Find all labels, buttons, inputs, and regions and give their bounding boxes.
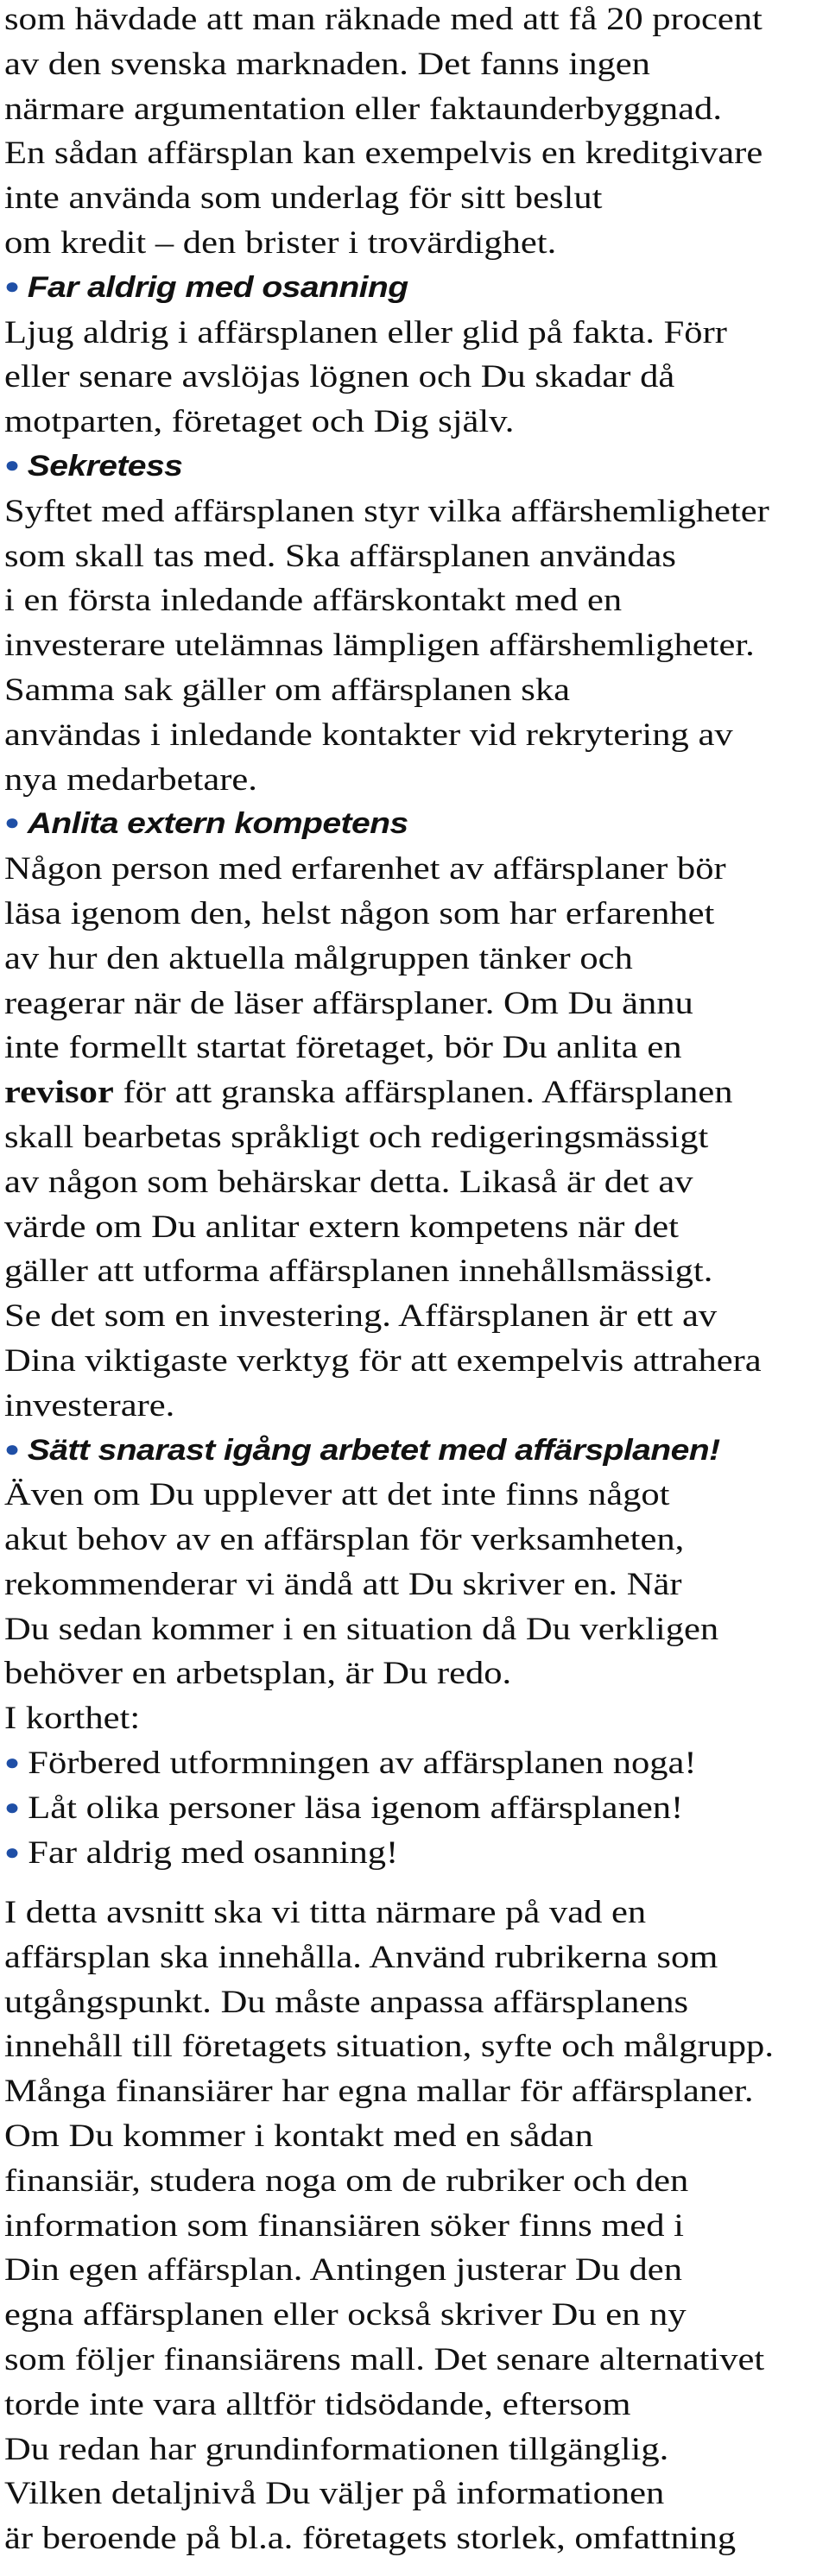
bullet-list-item	[4, 1786, 829, 1831]
text-line: läsa igenom den, helst någon som har erfarenhet	[4, 895, 715, 931]
text-line: Syftet med affärsplanen styr vilka affärshemligheter	[4, 493, 769, 529]
text-line: affärsplan ska innehålla. Använd rubrikerna som	[4, 1939, 718, 1975]
text-line: inte använda som underlag för sitt beslut	[4, 180, 603, 217]
text-line: om kredit – den brister i trovärdighet.	[4, 224, 557, 261]
text-line: behöver en arbetsplan, är Du redo.	[4, 1656, 512, 1692]
text-line: Du redan har grundinformationen tillgänglig.	[4, 2431, 669, 2467]
bullet-text: Låt olika personer läsa igenom affärsplanen!	[28, 1790, 684, 1826]
section-heading	[4, 266, 829, 311]
bullet-icon: ●	[4, 809, 20, 836]
paragraph	[4, 847, 829, 1428]
text-line: Se det som en investering. Affärsplanen är ett av	[4, 1298, 718, 1335]
text-line: användas i inledande kontakter vid rekrytering av	[4, 717, 733, 753]
heading-text: Sätt snarast igång arbetet med affärsplanen!	[27, 1433, 720, 1467]
bullet-icon: ●	[4, 1749, 21, 1776]
document-section-contents-intro	[4, 1891, 829, 2561]
text-line: En sådan affärsplan kan exempelvis en kreditgivare	[4, 136, 763, 172]
bold-term: revisor	[4, 1075, 114, 1111]
paragraph	[4, 1473, 829, 1741]
paragraph	[4, 1891, 829, 2561]
text-line: Vilken detaljnivå Du väljer på informationen	[4, 2476, 665, 2512]
paragraph	[4, 489, 829, 803]
text-line: eller senare avslöjas lögnen och Du skadar då	[4, 359, 675, 395]
text-line: egna affärsplanen eller också skriver Du en ny	[4, 2297, 687, 2333]
text-line: akut behov av en affärsplan för verksamheten,	[4, 1522, 685, 1558]
text-line: Dina viktigaste verktyg för att exempelvis attrahera	[4, 1342, 762, 1379]
heading-text: Anlita extern kompetens	[27, 807, 408, 841]
text-line: nya medarbetare.	[4, 761, 257, 798]
bullet-icon: ●	[4, 1793, 21, 1820]
text-line: investerare.	[4, 1387, 175, 1424]
text-line: av någon som behärskar detta. Likaså är det av	[4, 1164, 693, 1200]
text-line: är beroende på bl.a. företagets storlek, omfattning	[4, 2521, 737, 2557]
text-line: innehåll till företagets situation, syfte och målgrupp.	[4, 2029, 774, 2065]
text-line: torde inte vara alltför tidsödande, eftersom	[4, 2386, 631, 2422]
text-line: Även om Du upplever att det inte finns något	[4, 1477, 670, 1513]
document-section-guidelines	[4, 0, 829, 1875]
bullet-icon: ●	[4, 1435, 20, 1462]
text-line: av hur den aktuella målgruppen tänker och	[4, 940, 633, 976]
section-heading	[4, 445, 829, 489]
text-line: Många finansiärer har egna mallar för affärsplaner.	[4, 2074, 754, 2110]
text-line: som skall tas med. Ska affärsplanen användas	[4, 538, 676, 574]
heading-text: Sekretess	[27, 449, 183, 483]
text-line: Samma sak gäller om affärsplanen ska	[4, 672, 570, 708]
text-line: värde om Du anlitar extern kompetens när det	[4, 1209, 679, 1245]
text-line: gäller att utforma affärsplanen innehållsmässigt.	[4, 1253, 713, 1290]
text-segment: för att granska affärsplanen. Affärsplanen	[113, 1075, 733, 1111]
paragraph	[4, 311, 829, 445]
bullet-icon: ●	[4, 451, 20, 477]
heading-text: Far aldrig med osanning	[27, 270, 408, 304]
bullet-icon: ●	[4, 272, 20, 299]
text-line: Din egen affärsplan. Antingen justerar Du den	[4, 2252, 682, 2289]
bullet-text: Far aldrig med osanning!	[28, 1834, 399, 1871]
text-line: information som finansiären söker finns med i	[4, 2207, 685, 2244]
text-line: av den svenska marknaden. Det fanns ingen	[4, 46, 650, 82]
paragraph	[4, 0, 829, 266]
bullet-icon: ●	[4, 1838, 21, 1865]
text-line: inte formellt startat företaget, bör Du anlita en	[4, 1030, 682, 1066]
text-line: som hävdade att man räknade med att få 20 procent	[4, 2, 763, 37]
text-line: finansiär, studera noga om de rubriker och den	[4, 2162, 689, 2199]
bullet-text: Förbered utformningen av affärsplanen noga!	[28, 1746, 697, 1782]
text-line: Om Du kommer i kontakt med en sådan	[4, 2118, 593, 2154]
text-line: Ljug aldrig i affärsplanen eller glid på fakta. Förr	[4, 314, 727, 350]
text-line: utgångspunkt. Du måste anpassa affärsplanens	[4, 1984, 689, 2020]
text-line: I detta avsnitt ska vi titta närmare på vad en	[4, 1895, 647, 1930]
text-line: motparten, företaget och Dig själv.	[4, 404, 515, 440]
text-line: rekommenderar vi ändå att Du skriver en. När	[4, 1566, 682, 1602]
text-line: Du sedan kommer i en situation då Du verkligen	[4, 1611, 719, 1647]
text-line: närmare argumentation eller faktaunderbyggnad.	[4, 91, 722, 127]
text-line: investerare utelämnas lämpligen affärshemligheter.	[4, 628, 755, 664]
text-line: som följer finansiärens mall. Det senare alternativet	[4, 2341, 765, 2377]
text-line: i en första inledande affärskontakt med en	[4, 583, 623, 619]
text-line: skall bearbetas språkligt och redigeringsmässigt	[4, 1119, 709, 1155]
bullet-list-item	[4, 1831, 829, 1876]
text-line: I korthet:	[4, 1701, 141, 1737]
bullet-list-item	[4, 1741, 829, 1786]
text-line: reagerar när de läser affärsplaner. Om Du ännu	[4, 985, 693, 1021]
section-heading	[4, 802, 829, 847]
section-heading	[4, 1429, 829, 1474]
text-line	[4, 1070, 829, 1115]
text-line: Någon person med erfarenhet av affärsplaner bör	[4, 851, 726, 887]
